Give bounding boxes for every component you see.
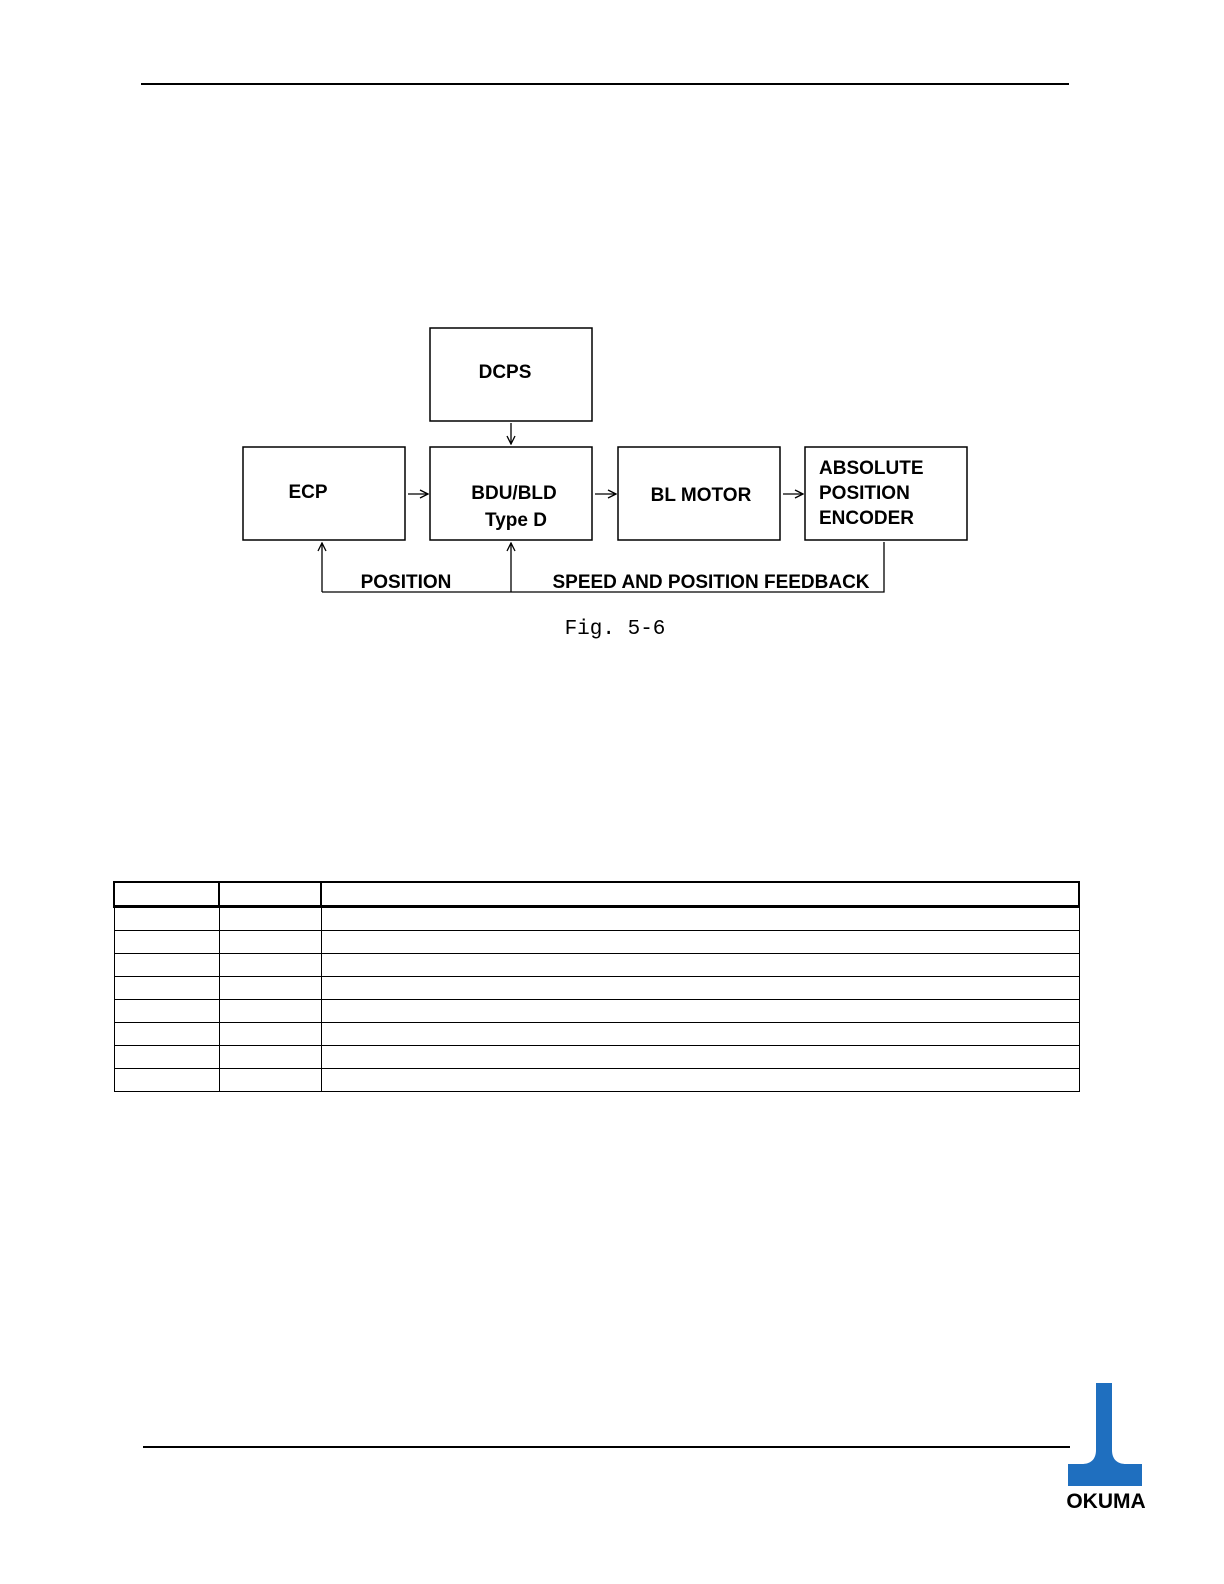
table-cell <box>114 977 219 1000</box>
table-row <box>114 954 1079 977</box>
speed-position-feedback-label: SPEED AND POSITION FEEDBACK <box>552 572 870 593</box>
empty-table <box>113 881 1080 1092</box>
table-cell <box>219 1046 321 1069</box>
table-cell <box>321 1046 1079 1069</box>
table-header-cell <box>114 882 219 907</box>
motor-label: BL MOTOR <box>650 485 752 506</box>
table-cell <box>114 1000 219 1023</box>
table-row <box>114 1069 1079 1092</box>
dcps-label: DCPS <box>478 362 532 383</box>
table-cell <box>321 1000 1079 1023</box>
table-cell <box>219 977 321 1000</box>
table-cell <box>321 1069 1079 1092</box>
table-header-cell <box>321 882 1079 907</box>
table-cell <box>114 1046 219 1069</box>
table-header-cell <box>219 882 321 907</box>
footer-rule <box>143 1446 1070 1448</box>
okuma-logo-text: OKUMA <box>1066 1490 1146 1513</box>
table-cell <box>114 907 219 931</box>
figure-caption: Fig. 5-6 <box>564 618 666 641</box>
block-diagram <box>0 0 1224 660</box>
table-cell <box>321 977 1079 1000</box>
table-row <box>114 931 1079 954</box>
table-row <box>114 1023 1079 1046</box>
encoder-label-line3: ENCODER <box>819 508 915 529</box>
bdu-label-line1: BDU/BLD <box>471 483 557 504</box>
encoder-block <box>805 447 967 540</box>
ecp-label: ECP <box>288 482 328 503</box>
table-cell <box>114 1069 219 1092</box>
table-cell <box>219 907 321 931</box>
table-cell <box>321 931 1079 954</box>
table-row <box>114 977 1079 1000</box>
table-cell <box>219 931 321 954</box>
encoder-label-line2: POSITION <box>819 483 910 504</box>
table-cell <box>114 954 219 977</box>
table-row <box>114 1046 1079 1069</box>
table-row <box>114 907 1079 931</box>
table-cell <box>321 1023 1079 1046</box>
table-cell <box>219 954 321 977</box>
table-header-row <box>114 882 1079 907</box>
motor-block <box>618 447 780 540</box>
table-cell <box>219 1000 321 1023</box>
table-row <box>114 1000 1079 1023</box>
bdu-label-line2: Type D <box>485 510 547 531</box>
table-cell <box>114 1023 219 1046</box>
bdu-block <box>430 447 592 540</box>
encoder-label-line1: ABSOLUTE <box>819 458 924 479</box>
table-cell <box>321 954 1079 977</box>
table-cell <box>219 1069 321 1092</box>
table-cell <box>114 931 219 954</box>
table-cell <box>321 907 1079 931</box>
ecp-block <box>243 447 405 540</box>
position-feedback-label: POSITION <box>360 572 452 593</box>
table-cell <box>219 1023 321 1046</box>
dcps-block <box>430 328 592 421</box>
